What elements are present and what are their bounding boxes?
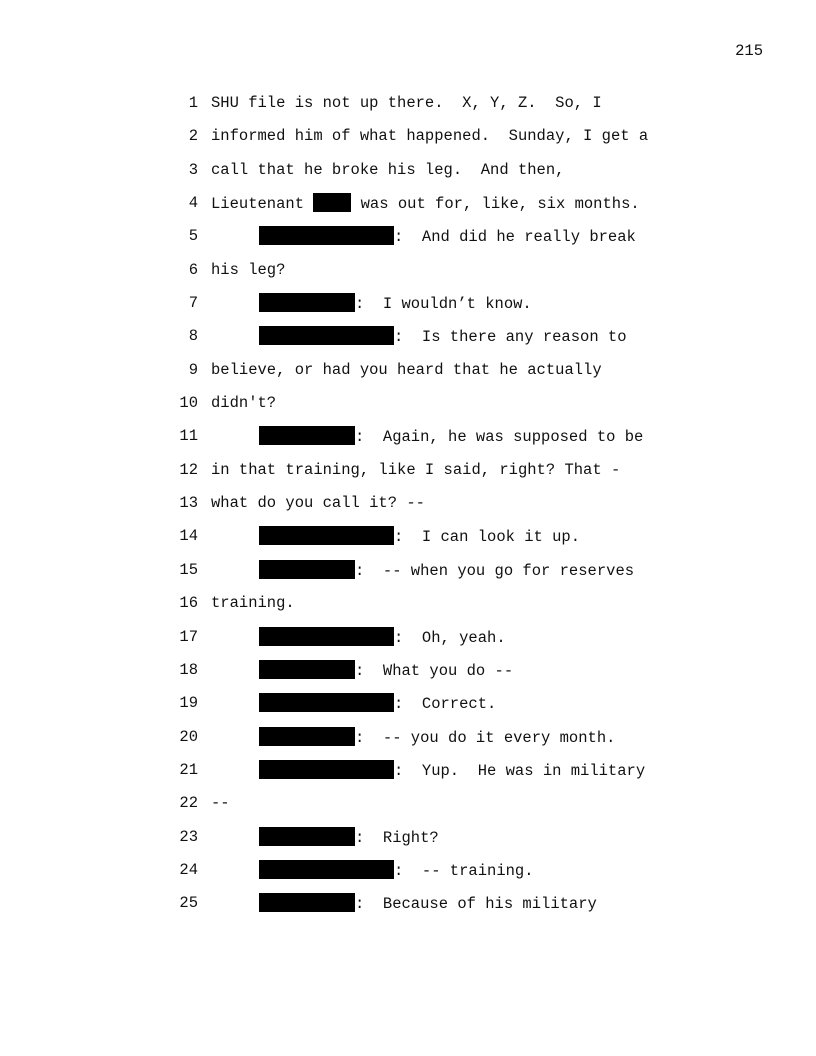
redacted-speaker-name bbox=[259, 827, 355, 846]
line-text: believe, or had you heard that he actually bbox=[211, 360, 602, 379]
line-number: 10 bbox=[179, 394, 198, 413]
transcript-line bbox=[0, 526, 816, 559]
line-number: 6 bbox=[188, 260, 198, 279]
speaker-line bbox=[259, 693, 496, 714]
line-text: : I can look it up. bbox=[394, 528, 581, 547]
line-number: 23 bbox=[179, 827, 198, 846]
transcript-line bbox=[0, 193, 816, 226]
transcript-line bbox=[0, 260, 816, 293]
speaker-line bbox=[259, 727, 615, 748]
redacted-speaker-name bbox=[259, 226, 394, 245]
transcript-line bbox=[0, 660, 816, 693]
redacted-speaker-name bbox=[259, 560, 355, 579]
line-number: 20 bbox=[179, 727, 198, 746]
line-text-before-redaction: Lieutenant bbox=[211, 195, 314, 214]
speaker-line bbox=[259, 827, 439, 848]
line-number: 25 bbox=[179, 894, 198, 913]
line-number: 15 bbox=[179, 560, 198, 579]
transcript-line bbox=[0, 293, 816, 326]
line-number: 13 bbox=[179, 494, 198, 513]
transcript-line bbox=[0, 593, 816, 626]
speaker-line bbox=[259, 293, 532, 314]
line-number: 9 bbox=[188, 360, 198, 379]
line-text: informed him of what happened. Sunday, I get a bbox=[211, 127, 649, 146]
line-text-after-redaction: was out for, like, six months. bbox=[351, 195, 640, 214]
line-number: 18 bbox=[179, 660, 198, 679]
line-text: : And did he really break bbox=[394, 228, 636, 247]
transcript-line bbox=[0, 326, 816, 359]
transcript-line bbox=[0, 360, 816, 393]
speaker-line bbox=[259, 860, 534, 881]
line-number: 12 bbox=[179, 460, 198, 479]
line-text: didn't? bbox=[211, 394, 277, 413]
line-text: : Oh, yeah. bbox=[394, 628, 506, 647]
transcript-line bbox=[0, 827, 816, 860]
transcript-line bbox=[0, 560, 816, 593]
transcript-line bbox=[0, 793, 816, 826]
redacted-speaker-name bbox=[259, 893, 355, 912]
transcript-line bbox=[0, 160, 816, 193]
line-text: what do you call it? -- bbox=[211, 494, 425, 513]
speaker-line bbox=[259, 226, 636, 247]
transcript-line bbox=[0, 126, 816, 159]
redacted-speaker-name bbox=[259, 693, 394, 712]
line-number: 4 bbox=[188, 194, 198, 213]
line-number: 19 bbox=[179, 694, 198, 713]
transcript-line bbox=[0, 627, 816, 660]
line-text: : -- you do it every month. bbox=[355, 728, 616, 747]
speaker-line bbox=[259, 627, 506, 648]
transcript-line bbox=[0, 493, 816, 526]
redacted-speaker-name bbox=[259, 860, 394, 879]
line-text: : Because of his military bbox=[355, 895, 597, 914]
speaker-line bbox=[259, 760, 645, 781]
redacted-speaker-name bbox=[259, 760, 394, 779]
transcript-line bbox=[0, 693, 816, 726]
line-text: : Yup. He was in military bbox=[394, 761, 646, 780]
redacted-speaker-name bbox=[259, 660, 355, 679]
transcript-line bbox=[0, 460, 816, 493]
line-text: SHU file is not up there. X, Y, Z. So, I bbox=[211, 94, 602, 112]
transcript-line bbox=[0, 727, 816, 760]
speaker-line bbox=[259, 893, 597, 914]
line-text: : -- when you go for reserves bbox=[355, 561, 635, 580]
redaction-block bbox=[313, 193, 351, 212]
line-number: 17 bbox=[179, 627, 198, 646]
page-number: 215 bbox=[735, 42, 763, 60]
line-text: : -- training. bbox=[394, 861, 534, 880]
transcript-line bbox=[0, 760, 816, 793]
line-text: : Correct. bbox=[394, 695, 497, 714]
redacted-speaker-name bbox=[259, 326, 394, 345]
redacted-speaker-name bbox=[259, 627, 394, 646]
line-text: : Again, he was supposed to be bbox=[355, 428, 644, 447]
speaker-line bbox=[259, 326, 627, 347]
transcript-line bbox=[0, 93, 816, 126]
transcript-body bbox=[0, 93, 816, 927]
line-text: : I wouldn’t know. bbox=[355, 295, 532, 314]
line-number: 11 bbox=[179, 427, 198, 446]
redacted-speaker-name bbox=[259, 526, 394, 545]
line-text: : Right? bbox=[355, 828, 439, 847]
redacted-speaker-name bbox=[259, 727, 355, 746]
redacted-speaker-name bbox=[259, 293, 355, 312]
line-text: his leg? bbox=[211, 260, 286, 279]
line-text: : Is there any reason to bbox=[394, 328, 627, 347]
speaker-line bbox=[259, 660, 513, 681]
line-number: 21 bbox=[179, 760, 198, 779]
line-text: in that training, like I said, right? That - bbox=[211, 460, 621, 479]
line-text: training. bbox=[211, 594, 295, 613]
line-number: 5 bbox=[188, 227, 198, 246]
transcript-line bbox=[0, 893, 816, 926]
line-text bbox=[211, 193, 640, 214]
line-number: 2 bbox=[188, 127, 198, 146]
transcript-line bbox=[0, 393, 816, 426]
line-number: 3 bbox=[188, 160, 198, 179]
line-number: 24 bbox=[179, 860, 198, 879]
speaker-line bbox=[259, 560, 634, 581]
speaker-line bbox=[259, 426, 643, 447]
line-number: 14 bbox=[179, 527, 198, 546]
speaker-line bbox=[259, 526, 580, 547]
line-number: 16 bbox=[179, 594, 198, 613]
transcript-line bbox=[0, 426, 816, 459]
line-text: -- bbox=[211, 794, 230, 813]
transcript-line bbox=[0, 860, 816, 893]
line-number: 8 bbox=[188, 327, 198, 346]
line-text: : What you do -- bbox=[355, 661, 514, 680]
line-number: 22 bbox=[179, 794, 198, 813]
redacted-speaker-name bbox=[259, 426, 355, 445]
line-text: call that he broke his leg. And then, bbox=[211, 160, 565, 179]
line-number: 1 bbox=[188, 94, 198, 112]
line-number: 7 bbox=[188, 294, 198, 313]
transcript-line bbox=[0, 226, 816, 259]
